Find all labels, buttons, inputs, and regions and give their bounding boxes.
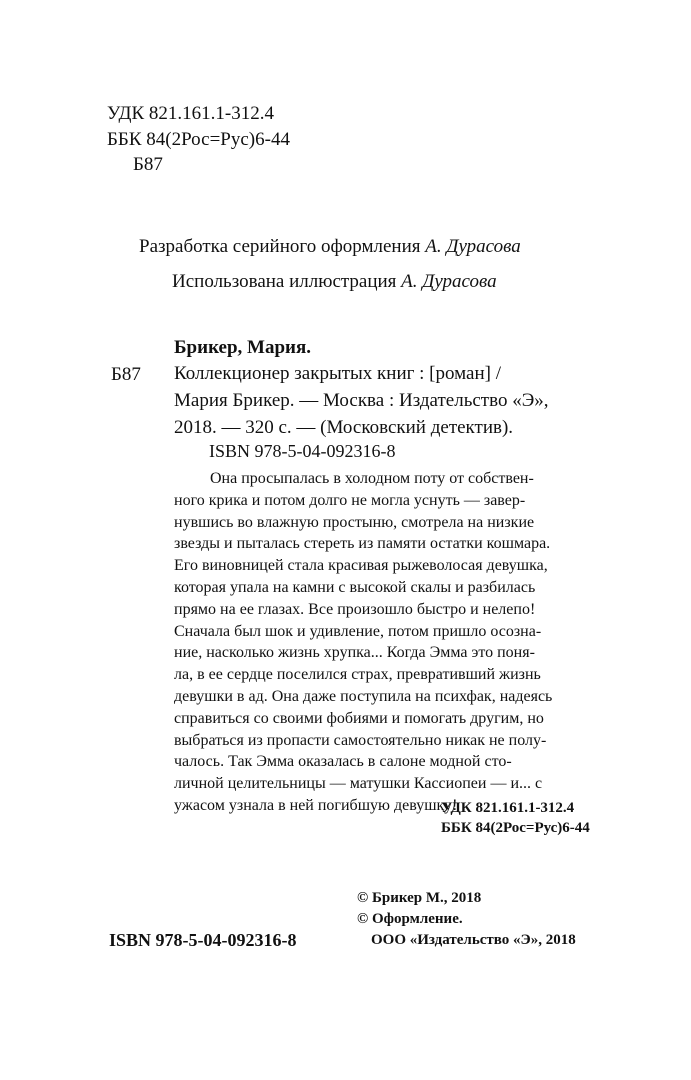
annotation-line: чалось. Так Эмма оказалась в салоне модной сто- [174, 753, 512, 771]
annotation-line: личной целительницы — матушки Кассиопеи — и... с [174, 775, 543, 793]
annotation-line: которая упала на камни с высокой скалы и разбилась [174, 578, 536, 596]
illustration-credit-name: А. Дурасова [401, 271, 497, 292]
annotation-line: прямо на ее глазах. Все произошло быстро и нелепо! [174, 600, 536, 618]
illustration-credit-prefix: Использована иллюстрация [172, 271, 402, 292]
copyright-design: © Оформление. [357, 911, 463, 927]
bib-line: Мария Брикер. — Москва : Издательство «Э», [174, 390, 549, 411]
annotation-line: выбраться из пропасти самостоятельно никак не полу- [174, 731, 547, 749]
design-credit-name: А. Дурасова [425, 236, 521, 257]
isbn-bottom: ISBN 978-5-04-092316-8 [109, 930, 297, 950]
design-credit [139, 236, 521, 258]
annotation-line: Она просыпалась в холодном поту от собствен- [210, 470, 534, 487]
udk-code-bottom: УДК 821.161.1-312.4 [441, 800, 575, 816]
annotation-line: девушки в ад. Она даже поступила на психфак, надеясь [174, 687, 553, 705]
annotation-line: звезды и пыталась стереть из памяти остатки кошмара. [174, 535, 551, 553]
annotation-line: Сначала был шок и удивление, потом пришло осозна- [174, 622, 542, 640]
bibliographic-description [174, 360, 606, 441]
annotation-line: ного крика и потом долго не могла уснуть — завер- [174, 491, 526, 509]
annotation-line: ужасом узнала в ней погибшую девушку! [174, 796, 458, 814]
isbn-bib: ISBN 978-5-04-092316-8 [209, 441, 396, 461]
bib-line: 2018. — 320 с. — (Московский детектив). [174, 417, 514, 438]
copyright-author: © Брикер М., 2018 [357, 890, 482, 906]
annotation-line: ла, в ее сердце поселился страх, превративший жизнь [174, 666, 541, 684]
annotation-line: нувшись во влажную простыню, смотрела на низкие [174, 513, 535, 531]
annotation-line: ние, насколько жизнь хрупка... Когда Эмма это поня- [174, 644, 535, 662]
bib-line: Коллекционер закрытых книг : [роман] / [174, 363, 501, 384]
illustration-credit [172, 271, 497, 293]
author-code-bib: Б87 [111, 364, 141, 385]
bbk-code-top: ББК 84(2Рос=Рус)6-44 [107, 129, 290, 150]
design-credit-prefix: Разработка серийного оформления [139, 236, 426, 257]
udk-code-top: УДК 821.161.1-312.4 [107, 103, 274, 124]
copyright-publisher: ООО «Издательство «Э», 2018 [371, 932, 576, 948]
annotation-line: Его виновницей стала красивая рыжеволосая девушка, [174, 557, 548, 575]
annotation [174, 468, 611, 817]
author-code-top: Б87 [133, 154, 163, 175]
annotation-line: справиться со своими фобиями и помогать другим, но [174, 709, 544, 727]
author-heading: Брикер, Мария. [174, 337, 312, 358]
bbk-code-bottom: ББК 84(2Рос=Рус)6-44 [441, 820, 590, 836]
